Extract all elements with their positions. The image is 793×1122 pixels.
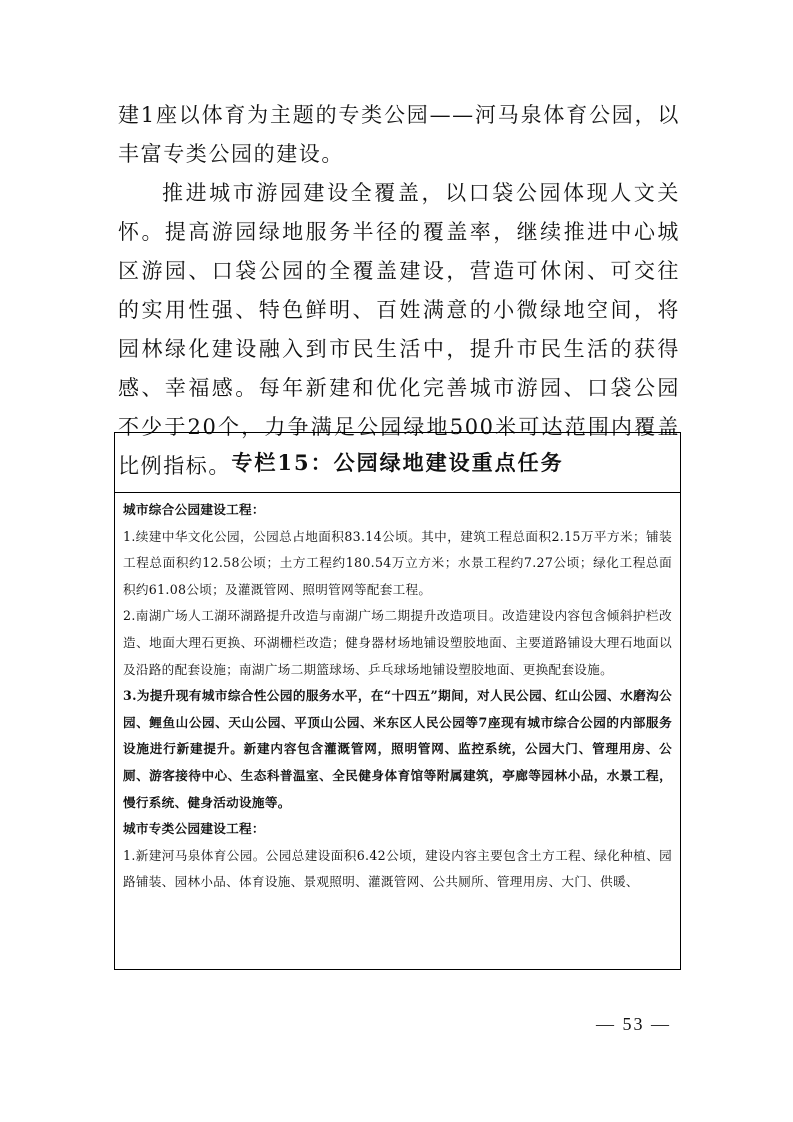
list-item: 2.南湖广场人工湖环湖路提升改造与南湖广场二期提升改造项目。改造建设内容包含倾斜护栏改造、地面大理石更换、环湖栅栏改造；健身器材场地铺设塑胶地面、主要道路铺设大理石地面以及沿路的配套设施；南湖广场二期篮球场、乒乓球场地铺设塑胶地面、更换配套设施。 [123, 608, 672, 677]
paragraph-1: 建1座以体育为主题的专类公园——河马泉体育公园，以丰富专类公园的建设。 [118, 103, 680, 166]
column-box-body [115, 493, 680, 896]
list-item: 1.新建河马泉体育公园。公园总建设面积6.42公顷，建设内容主要包含土方工程、绿化种植、园路铺装、园林小品、体育设施、景观照明、灌溉管网、公共厕所、管理用房、大门、供暖、 [123, 847, 672, 890]
column-box-title: 专栏15：公园绿地建设重点任务 [115, 433, 680, 493]
body-text [118, 96, 680, 486]
column-box [114, 432, 681, 970]
page-number: — 53 — [596, 1014, 671, 1034]
paragraph-2: 推进城市游园建设全覆盖，以口袋公园体现人文关怀。提高游园绿地服务半径的覆盖率，继续推进中心城区游园、口袋公园的全覆盖建设，营造可休闲、可交往的实用性强、特色鲜明、百姓满意的小微绿地空间，将园林绿化建设融入到市民生活中，提升市民生活的获得感、幸福感。每年新建和优化完善城市游园、口袋公园不少于20个，力争满足公园绿地500米可达范围内覆盖比例指标。 [118, 181, 680, 478]
list-item: 1.续建中华文化公园，公园总占地面积83.14公顷。其中，建筑工程总面积2.15万平方米；铺装工程总面积约12.58公顷；土方工程约180.54万立方米；水景工程约7.27公顷；绿化工程总面积约61.08公顷；及灌溉管网、照明管网等配套工程。 [123, 528, 672, 597]
list-item: 3.为提升现有城市综合性公园的服务水平，在“十四五”期间，对人民公园、红山公园、水磨沟公园、鲤鱼山公园、天山公园、平顶山公园、米东区人民公园等7座现有城市综合公园的内部服务设施进行新建提升。新建内容包含灌溉管网，照明管网、监控系统，公园大门、管理用房、公厕、游客接待中心、生态科普温室、全民健身体育馆等附属建筑，亭廊等园林小品，水景工程，慢行系统、健身活动设施等。 [123, 688, 672, 810]
section-heading: 城市专类公园建设工程： [123, 821, 265, 837]
section-heading: 城市综合公园建设工程： [123, 502, 265, 517]
